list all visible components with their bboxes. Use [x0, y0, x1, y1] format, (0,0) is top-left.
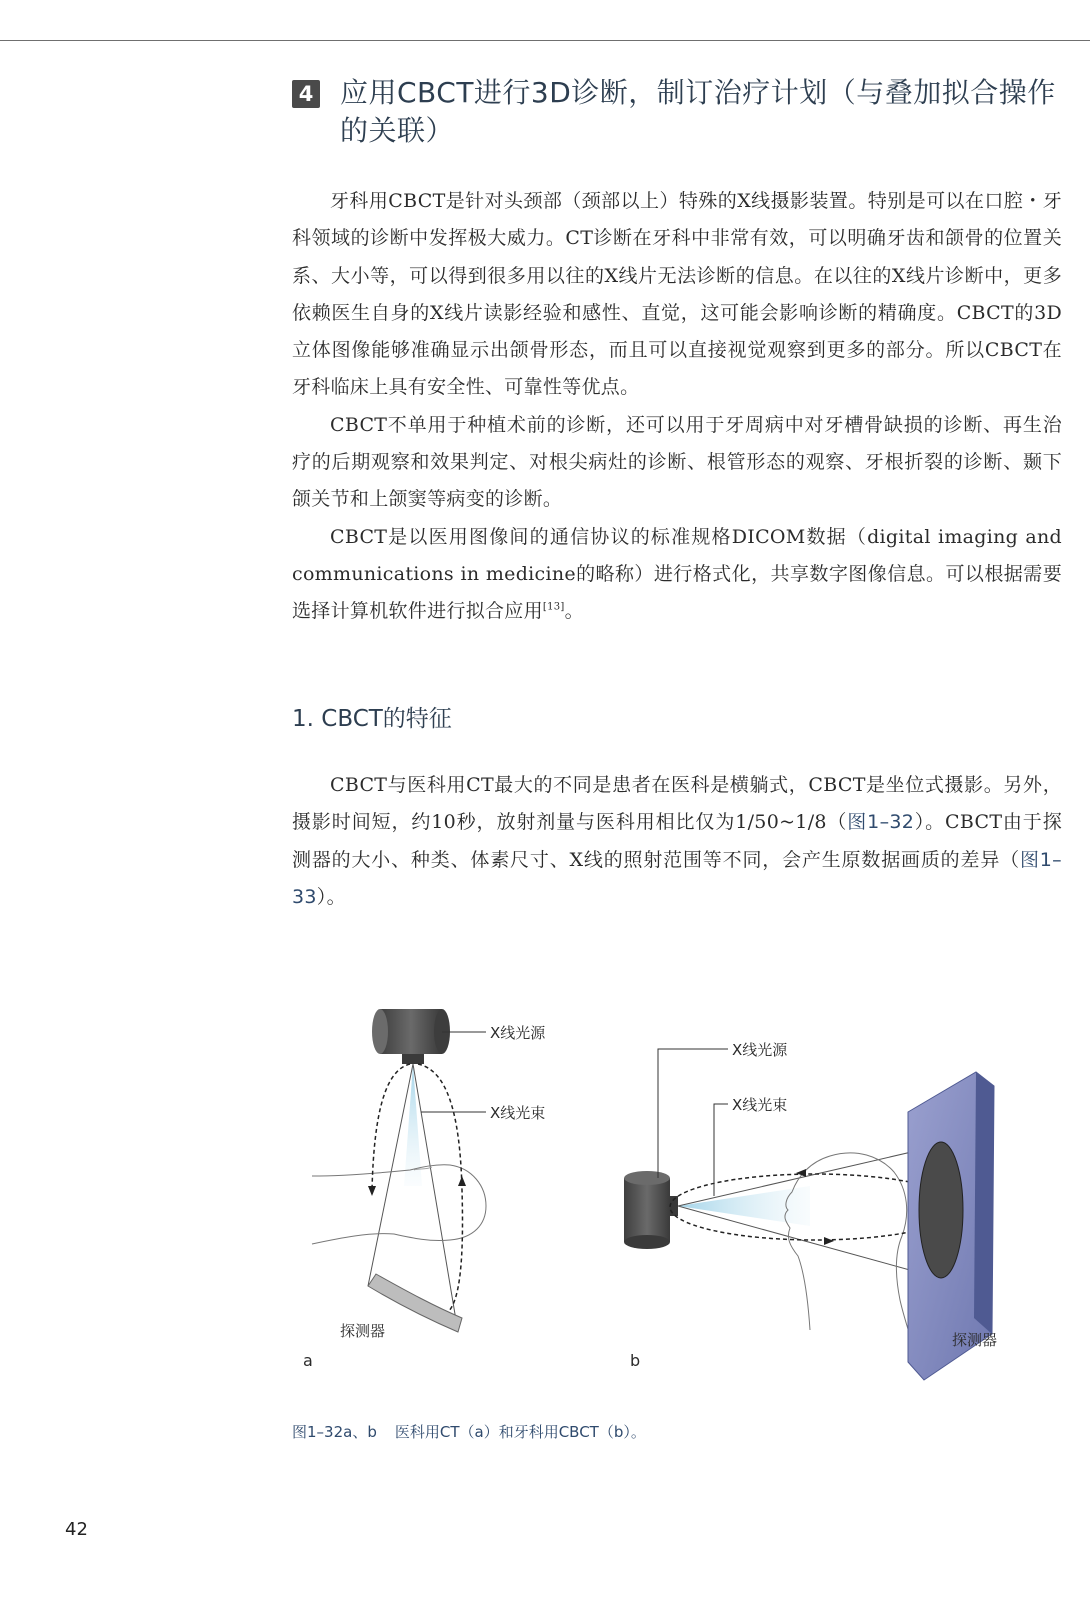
caption-text: 医科用CT（a）和牙科用CBCT（b）。: [394, 1423, 646, 1441]
top-rule: [0, 40, 1090, 41]
paragraph-2: CBCT不单用于种植术前的诊断，还可以用于牙周病中对牙槽骨缺损的诊断、再生治疗的后期观察和效果判定、对根尖病灶的诊断、根管形态的观察、牙根折裂的诊断、颞下颌关节和上颌窦等病变的诊断。: [292, 413, 1062, 511]
xray-source-icon: [372, 1009, 450, 1064]
subsection-text-a: CBCT与医科用CT最大的不同是患者在医科是横躺式，CBCT是坐位式摄影。另外，摄影时间短，约10秒，放射剂量与医科用相比仅为1/50~1/8（: [292, 774, 1062, 834]
figure-ref-1-33[interactable]: 图1–33: [292, 848, 1062, 908]
subsection-text-b: ）。CBCT由于探测器的大小、种类、体素尺寸、X线的照射范围等不同，会产生原数据画质的差异（: [292, 811, 1063, 871]
figure-caption: [292, 1421, 646, 1442]
patient-outline: [312, 1165, 486, 1244]
subsection-text: [292, 767, 1062, 916]
paragraph-3-end: 。: [564, 600, 584, 623]
figure-1-32: [290, 1000, 1060, 1395]
subsection-text-c: ）。: [316, 885, 346, 908]
intro-text: [292, 183, 1062, 631]
page-number: 42: [65, 1519, 88, 1540]
label-xray-beam-b: X线光束: [732, 1096, 788, 1114]
subsection-title: 1. CBCT的特征: [292, 706, 452, 732]
xray-beam-b: [678, 1186, 810, 1226]
label-xray-beam-a: X线光束: [490, 1104, 546, 1122]
xray-source-icon-b: [624, 1171, 678, 1249]
rotation-path: [372, 1064, 462, 1312]
label-detector-b: 探测器: [952, 1331, 998, 1349]
figure-illustration: [290, 1000, 1060, 1395]
panel-letter-b: b: [630, 1351, 641, 1370]
label-xray-source-b: X线光源: [732, 1041, 788, 1059]
section-title: 应用CBCT进行3D诊断，制订治疗计划（与叠加拟合操作的关联）: [340, 76, 1056, 147]
caption-label: 图1–32a、b: [292, 1423, 377, 1441]
panel-letter-a: a: [303, 1351, 313, 1370]
figure-ref-1-32[interactable]: 图1–32: [847, 811, 915, 834]
panel-b-dental-cbct: [624, 1041, 997, 1380]
panel-a-medical-ct: [303, 1009, 546, 1370]
label-detector-a: 探测器: [340, 1322, 386, 1340]
subsection-paragraph: [292, 767, 1062, 916]
paragraph-3-text: CBCT是以医用图像间的通信协议的标准规格DICOM数据（digital imaging and communications in medicine的略称）进行格式化，共享数字图像信息。可以根据需要选择计算机软件进行拟合应用: [292, 525, 1062, 623]
paragraph-3: [292, 519, 1062, 631]
label-xray-source-a: X线光源: [490, 1024, 546, 1042]
section-heading: [292, 74, 1062, 150]
patient-outline-b: [785, 1153, 912, 1344]
citation-ref: [13]: [542, 601, 565, 613]
section-number-badge: 4: [292, 80, 320, 108]
paragraph-1: 牙科用CBCT是针对头颈部（颈部以上）特殊的X线摄影装置。特别是可以在口腔・牙科领域的诊断中发挥极大威力。CT诊断在牙科中非常有效，可以明确牙齿和颌骨的位置关系、大小等，可以得到很多用以往的X线片无法诊断的信息。在以往的X线片诊断中，更多依赖医生自身的X线片读影经验和感性、直觉，这可能会影响诊断的精确度。CBCT的3D立体图像能够准确显示出颌骨形态，而且可以直接视觉观察到更多的部分。所以CBCT在牙科临床上具有安全性、可靠性等优点。: [292, 190, 1062, 399]
